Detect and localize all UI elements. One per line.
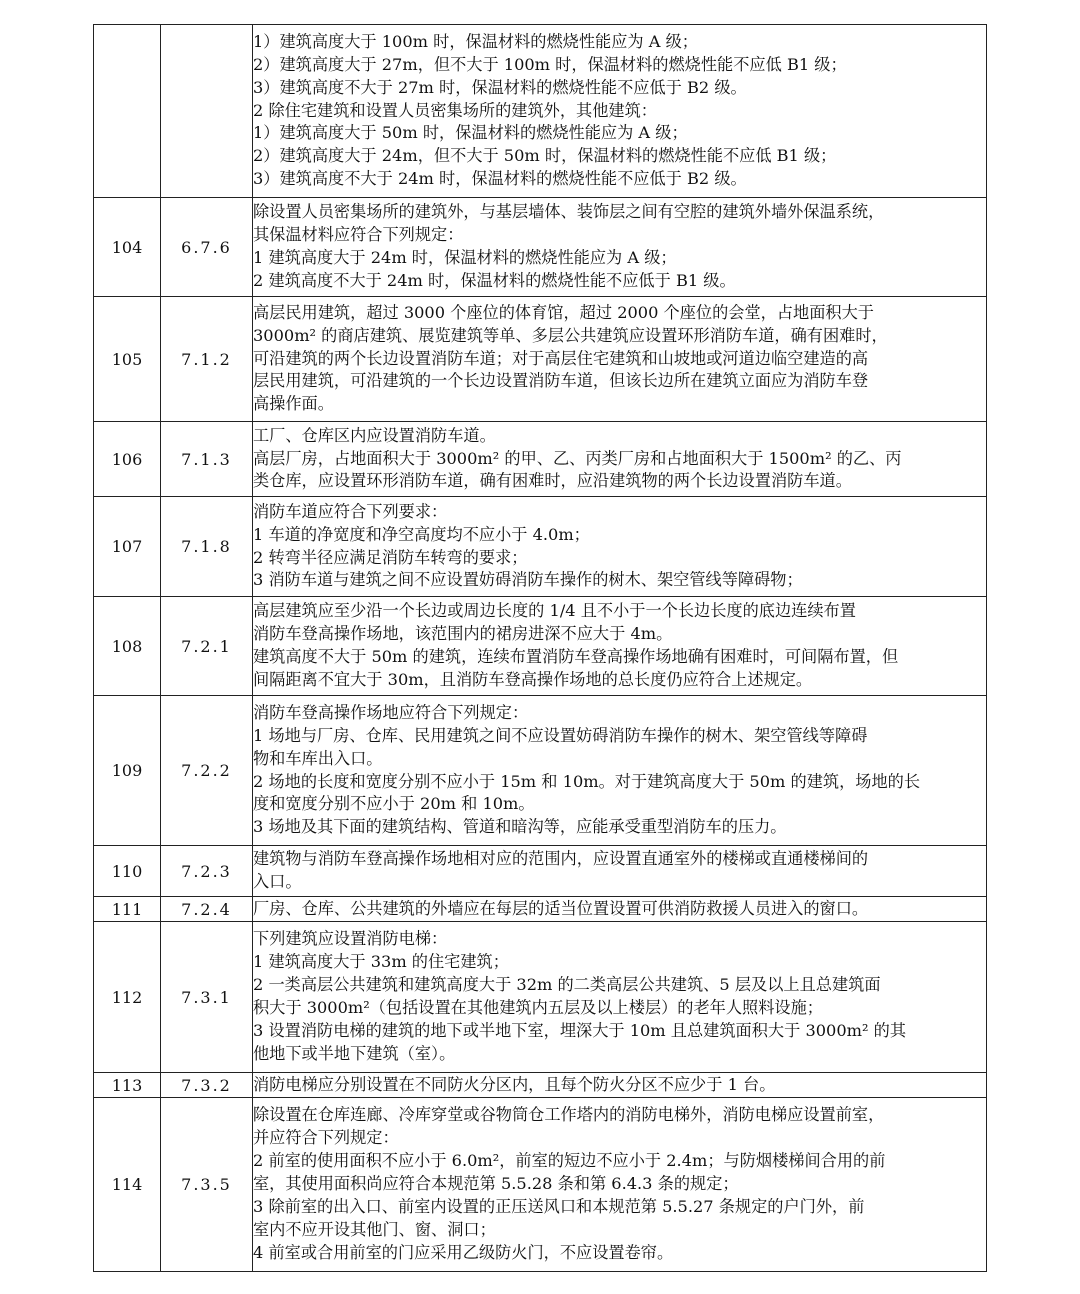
clause-text-line: 1 建筑高度大于 33m 的住宅建筑；	[253, 952, 509, 972]
clause-text	[253, 1098, 987, 1272]
regulation-table-body	[94, 25, 987, 1272]
row-number: 114	[94, 1098, 161, 1272]
row-number	[94, 25, 161, 198]
clause-text-line: 1）建筑高度大于 100m 时，保温材料的燃烧性能应为 A 级；	[253, 31, 698, 51]
regulation-table	[93, 24, 987, 1272]
clause-text-line: 高层建筑应至少沿一个长边或周边长度的 1/4 且不小于一个长边长度的底边连续布置	[253, 601, 856, 621]
clause-text-line: 1 建筑高度大于 24m 时，保温材料的燃烧性能应为 A 级；	[253, 248, 677, 267]
clause-text-line: 室内不应开设其他门、窗、洞口；	[253, 1219, 496, 1239]
clause-text	[253, 897, 987, 922]
clause-text	[253, 846, 987, 897]
clause-number: 7.3.5	[161, 1098, 253, 1272]
clause-text-line: 3000m² 的商店建筑、展览建筑等单、多层公共建筑应设置环形消防车道，确有困难时，	[253, 325, 888, 345]
table-row	[94, 897, 987, 922]
clause-number: 7.1.8	[161, 497, 253, 597]
clause-text-line: 并应符合下列规定：	[253, 1128, 399, 1148]
clause-text	[253, 696, 987, 846]
clause-text-line: 工厂、仓库区内应设置消防车道。	[253, 425, 496, 445]
row-number: 112	[94, 922, 161, 1073]
clause-text	[253, 297, 987, 422]
clause-text-line: 消防车登高操作场地，该范围内的裙房进深不应大于 4m。	[253, 624, 673, 644]
row-number: 108	[94, 597, 161, 696]
row-number: 107	[94, 497, 161, 597]
clause-text-line: 2 除住宅建筑和设置人员密集场所的建筑外，其他建筑：	[253, 100, 657, 120]
clause-text	[253, 1073, 987, 1098]
clause-text-line: 3）建筑高度不大于 27m 时，保温材料的燃烧性能不应低于 B2 级。	[253, 77, 747, 97]
clause-text-line: 高层厂房，占地面积大于 3000m² 的甲、乙、丙类厂房和占地面积大于 1500m² 的乙、丙	[253, 448, 902, 468]
clause-text	[253, 597, 987, 696]
clause-text-line: 除设置人员密集场所的建筑外，与基层墙体、装饰层之间有空腔的建筑外墙外保温系统，	[253, 202, 885, 222]
clause-text	[253, 422, 987, 497]
table-row	[94, 198, 987, 297]
clause-text-line: 层民用建筑，可沿建筑的一个长边设置消防车道，但该长边所在建筑立面应为消防车登	[253, 371, 869, 391]
clause-number: 7.2.1	[161, 597, 253, 696]
table-row	[94, 297, 987, 422]
clause-text-line: 物和车库出入口。	[253, 748, 383, 768]
clause-text-line: 3 消防车道与建筑之间不应设置妨碍消防车操作的树木、架空管线等障碍物；	[253, 570, 803, 590]
table-row	[94, 25, 987, 198]
clause-text	[253, 922, 987, 1073]
clause-text-line: 高操作面。	[253, 394, 334, 414]
table-row	[94, 1073, 987, 1098]
clause-text-line: 厂房、仓库、公共建筑的外墙应在每层的适当位置设置可供消防救援人员进入的窗口。	[253, 898, 869, 918]
clause-text-line: 消防车道应符合下列要求：	[253, 501, 448, 521]
clause-text-line: 2 建筑高度不大于 24m 时，保温材料的燃烧性能不应低于 B1 级。	[253, 270, 736, 290]
table-row	[94, 846, 987, 897]
clause-text	[253, 198, 987, 297]
clause-text-line: 高层民用建筑，超过 3000 个座位的体育馆，超过 2000 个座位的会堂，占地面积大于	[253, 302, 874, 322]
clause-text-line: 除设置在仓库连廊、冷库穿堂或谷物筒仓工作塔内的消防电梯外，消防电梯应设置前室，	[253, 1105, 885, 1125]
clause-text-line: 间隔距离不宜大于 30m，且消防车登高操作场地的总长度仍应符合上述规定。	[253, 669, 813, 689]
clause-text-line: 其保温材料应符合下列规定：	[253, 225, 464, 245]
clause-text-line: 建筑高度不大于 50m 的建筑，连续布置消防车登高操作场地确有困难时，可间隔布置，但	[253, 647, 899, 666]
row-number: 105	[94, 297, 161, 422]
clause-number: 7.2.3	[161, 846, 253, 897]
row-number: 109	[94, 696, 161, 846]
clause-text-line: 4 前室或合用前室的门应采用乙级防火门，不应设置卷帘。	[253, 1242, 674, 1262]
clause-text-line: 2 一类高层公共建筑和建筑高度大于 32m 的二类高层公共建筑、5 层及以上且总建筑面	[253, 975, 881, 995]
clause-number: 7.1.3	[161, 422, 253, 497]
clause-number: 7.1.2	[161, 297, 253, 422]
table-row	[94, 497, 987, 597]
clause-number: 7.3.2	[161, 1073, 253, 1098]
row-number: 110	[94, 846, 161, 897]
clause-text-line: 2 前室的使用面积不应小于 6.0m²，前室的短边不应小于 2.4m；与防烟楼梯间合用的前	[253, 1151, 886, 1171]
clause-text-line: 下列建筑应设置消防电梯：	[253, 929, 448, 949]
clause-text-line: 3 设置消防电梯的建筑的地下或半地下室，埋深大于 10m 且总建筑面积大于 3000m² 的其	[253, 1020, 907, 1040]
clause-text-line: 2 场地的长度和宽度分别不应小于 15m 和 10m。对于建筑高度大于 50m 的建筑，场地的长	[253, 771, 921, 791]
table-row	[94, 696, 987, 846]
clause-number: 6.7.6	[161, 198, 253, 297]
clause-text-line: 3 除前室的出入口、前室内设置的正压送风口和本规范第 5.5.27 条规定的户门外，前	[253, 1196, 865, 1216]
table-row	[94, 1098, 987, 1272]
clause-text-line: 3 场地及其下面的建筑结构、管道和暗沟等，应能承受重型消防车的压力。	[253, 817, 787, 837]
clause-text-line: 积大于 3000m²（包括设置在其他建筑内五层及以上楼层）的老年人照料设施；	[253, 998, 823, 1017]
clause-text-line: 2）建筑高度大于 24m，但不大于 50m 时，保温材料的燃烧性能不应低 B1 级；	[253, 146, 837, 166]
clause-text-line: 1）建筑高度大于 50m 时，保温材料的燃烧性能应为 A 级；	[253, 123, 688, 143]
clause-text-line: 可沿建筑的两个长边设置消防车道；对于高层住宅建筑和山坡地或河道边临空建造的高	[253, 348, 869, 368]
clause-number	[161, 25, 253, 198]
clause-text-line: 室，其使用面积尚应符合本规范第 5.5.28 条和第 6.4.3 条的规定；	[253, 1174, 739, 1194]
clause-number: 7.2.4	[161, 897, 253, 922]
clause-text	[253, 25, 987, 198]
clause-text-line: 消防电梯应分别设置在不同防火分区内，且每个防火分区不应少于 1 台。	[253, 1074, 776, 1094]
clause-text-line: 度和宽度分别不应小于 20m 和 10m。	[253, 794, 535, 814]
row-number: 111	[94, 897, 161, 922]
clause-text-line: 建筑物与消防车登高操作场地相对应的范围内，应设置直通室外的楼梯或直通楼梯间的	[253, 849, 869, 869]
clause-number: 7.2.2	[161, 696, 253, 846]
table-row	[94, 922, 987, 1073]
table-row	[94, 422, 987, 497]
clause-number: 7.3.1	[161, 922, 253, 1073]
clause-text-line: 他地下或半地下建筑（室）。	[253, 1043, 456, 1063]
clause-text-line: 2）建筑高度大于 27m，但不大于 100m 时，保温材料的燃烧性能不应低 B1 级；	[253, 54, 847, 74]
clause-text	[253, 497, 987, 597]
clause-text-line: 3）建筑高度不大于 24m 时，保温材料的燃烧性能不应低于 B2 级。	[253, 169, 747, 189]
clause-text-line: 2 转弯半径应满足消防车转弯的要求；	[253, 547, 528, 567]
row-number: 113	[94, 1073, 161, 1098]
clause-text-line: 入口。	[253, 872, 302, 891]
row-number: 106	[94, 422, 161, 497]
table-row	[94, 597, 987, 696]
clause-text-line: 1 场地与厂房、仓库、民用建筑之间不应设置妨碍消防车操作的树木、架空管线等障碍	[253, 725, 868, 745]
row-number: 104	[94, 198, 161, 297]
clause-text-line: 1 车道的净宽度和净空高度均不应小于 4.0m；	[253, 524, 590, 544]
clause-text-line: 消防车登高操作场地应符合下列规定：	[253, 702, 529, 722]
clause-text-line: 类仓库，应设置环形消防车道，确有困难时，应沿建筑物的两个长边设置消防车道。	[253, 471, 852, 491]
